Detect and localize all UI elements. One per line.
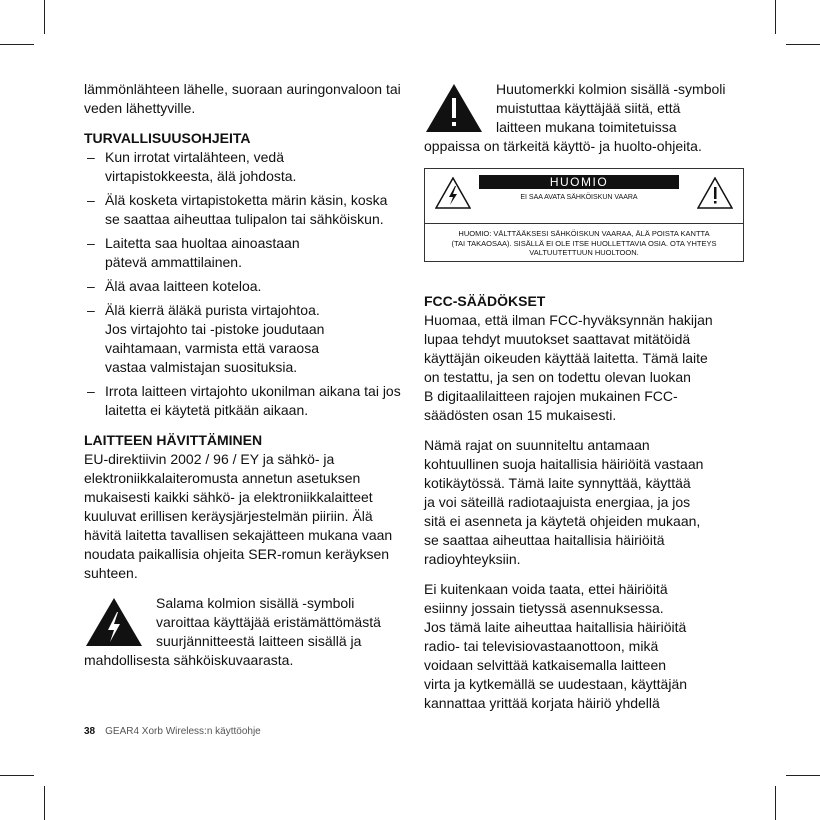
left-column <box>84 80 404 670</box>
fcc-paragraph-3: Ei kuitenkaan voida taata, ettei häiriöitä esiinny jossain tietyssä asennuksessa. Jos tämä laite aiheuttaa haitallisia häiriöitä radio- tai televisiovastaanottoon, mikä voidaan selvittää katkaisemalla laitteen virta ja kytkemällä se uudestaan, käyttäjän kannattaa yrittää korjata häiriö yhdellä <box>424 581 688 711</box>
intro-paragraph: lämmönlähteen lähelle, suoraan auringonvaloon tai veden lähettyville. <box>84 81 401 116</box>
list-item: – Irrota laitteen virtajohto ukonilman aikana tai jos laitetta ei käytetä pitkään aikaan. <box>84 382 404 420</box>
list-item: – Älä kierrä äläkä purista virtajohtoa. Jos virtajohto tai -pistoke joudutaan vaihtamaan, varmista että varaosa vastaa valmistajan suosituksia. <box>84 301 404 377</box>
list-item: – Kun irrotat virtalähteen, vedä virtapistokkeesta, älä johdosta. <box>84 148 404 186</box>
lightning-warning-icon <box>84 596 144 648</box>
safety-heading: TURVALLISUUSOHJEITA <box>84 130 251 146</box>
list-item: – Laitetta saa huoltaa ainoastaan pätevä ammattilainen. <box>84 234 404 272</box>
caution-label <box>424 168 744 262</box>
crop-mark <box>786 44 820 45</box>
caution-label-top <box>425 169 743 223</box>
crop-mark <box>44 0 45 34</box>
page-number: 38 <box>84 726 96 737</box>
disposal-paragraph: EU-direktiivin 2002 / 96 / EY ja sähkö- ja elektroniikkalaiteromusta annetun asetuksen mukaisesti kaikki sähkö- ja elektroniikkalaitteet kuuluvat erillisen keräysjärjestelmän piiriin. Älä hävitä laitetta tavallisen sekajätteen mukana vaan noudata paikallisia ohjeita SER-romun keräyksen suhteen. <box>84 451 393 581</box>
crop-mark <box>0 44 34 45</box>
caution-title: HUOMIO <box>479 175 679 189</box>
crop-mark <box>775 786 776 820</box>
manual-title: GEAR4 Xorb Wireless:n käyttöohje <box>105 726 261 737</box>
crop-mark <box>44 786 45 820</box>
fcc-paragraph-1: Huomaa, että ilman FCC-hyväksynnän hakijan lupaa tehdyt muutokset saattavat mitätöidä käyttäjän oikeuden käyttää laitetta. Tämä laite on testattu, ja sen on todettu olevan luokan B digitaalilaitteen rajojen mukainen FCC- säädösten osan 15 mukaisesti. <box>424 312 713 423</box>
lightning-warning-icon <box>435 177 471 209</box>
caution-subtitle: EI SAA AVATA SÄHKÖISKUN VAARA <box>520 194 638 201</box>
safety-list <box>84 148 404 420</box>
exclamation-warning-icon <box>424 82 484 134</box>
exclamation-warning-block <box>424 80 744 156</box>
right-column <box>424 80 744 724</box>
exclamation-warning-text: Huutomerkki kolmion sisällä -symboli muistuttaa käyttäjää siitä, että laitteen mukana toimitetuissa oppaissa on tärkeitä käyttö- ja huolto-ohjeita. <box>424 81 726 154</box>
crop-mark <box>775 0 776 34</box>
caution-body: HUOMIO: VÄLTTÄÄKSESI SÄHKÖISKUN VAARAA, ÄLÄ POISTA KANTTA (TAI TAKAOSAA). SISÄLLÄ EI OLE ITSE HUOLLETTAVIA OSIA. OTA YHTEYS VALTUUTETTUUN HUOLTOON. <box>451 229 717 257</box>
bolt-warning-block <box>84 594 404 670</box>
fcc-heading: FCC-SÄÄDÖKSET <box>424 293 546 309</box>
list-item: – Älä avaa laitteen koteloa. <box>84 277 404 296</box>
bolt-warning-text: Salama kolmion sisällä -symboli varoittaa käyttäjää eristämättömästä suurjännitteestä laitteen sisällä ja mahdollisesta sähköiskuvaarasta. <box>84 595 381 668</box>
exclamation-warning-icon <box>697 177 733 209</box>
caution-divider <box>425 223 743 224</box>
disposal-heading: LAITTEEN HÄVITTÄMINEN <box>84 432 263 448</box>
crop-mark <box>0 775 34 776</box>
list-item: – Älä kosketa virtapistoketta märin käsin, koska se saattaa aiheuttaa tulipalon tai sähköiskun. <box>84 191 404 229</box>
crop-mark <box>786 775 820 776</box>
fcc-paragraph-2: Nämä rajat on suunniteltu antamaan kohtuullinen suoja haitallisia häiriöitä vastaan kotikäytössä. Tämä laite synnyttää, käyttää ja voi säteillä radiotaajuista energiaa, ja jos sitä ei asenneta ja käytetä ohjeiden mukaan, se saattaa aiheuttaa haitallisia häiriöitä radioyhteyksiin. <box>424 437 704 567</box>
page-footer <box>84 726 261 738</box>
